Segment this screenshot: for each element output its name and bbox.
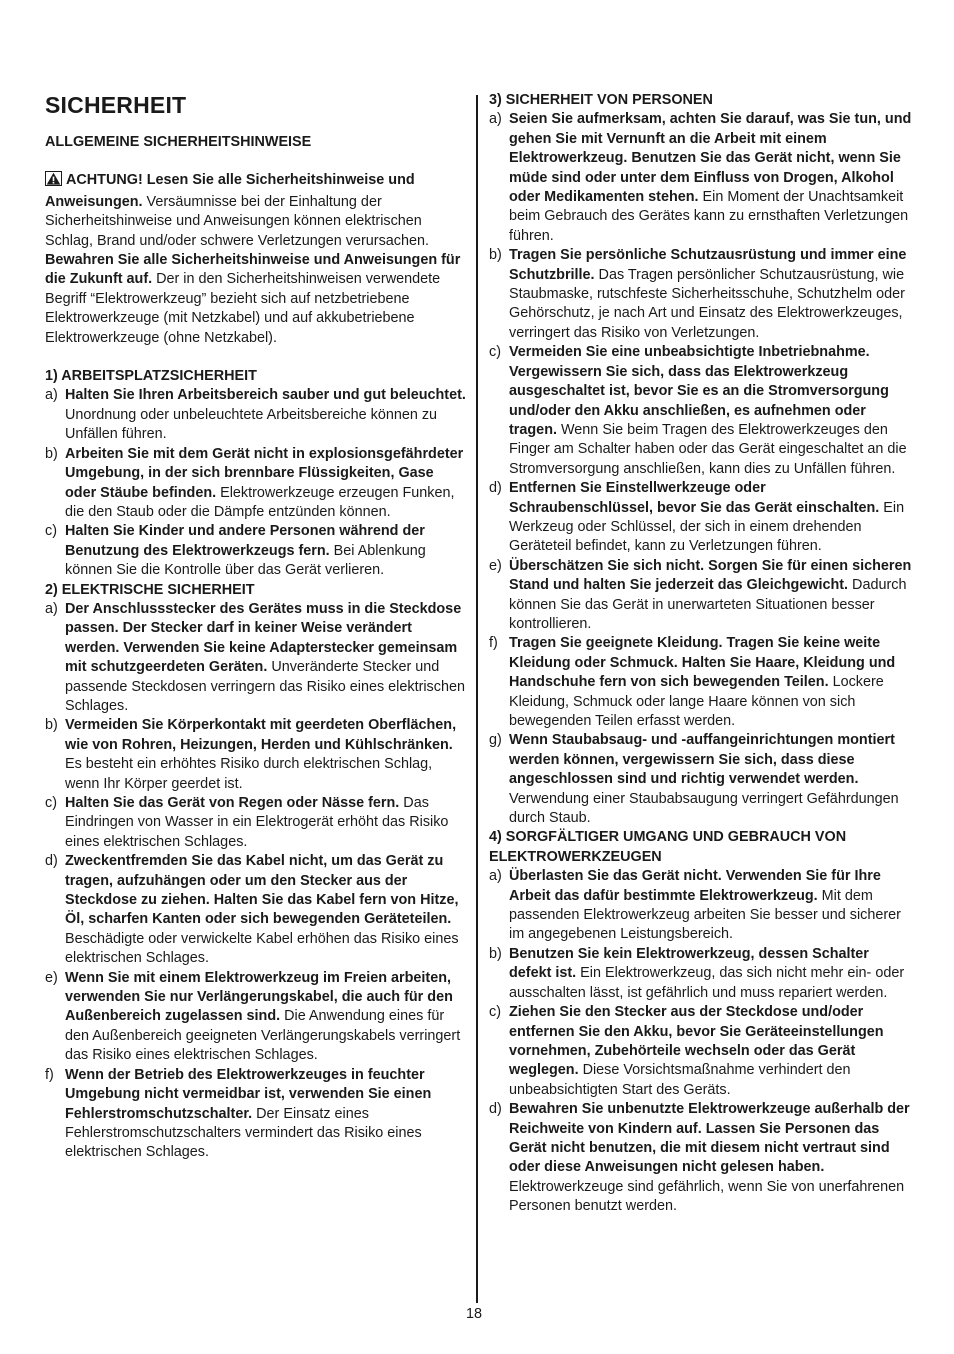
item-bold-text: Zweckentfremden Sie das Kabel nicht, um das Gerät zu tragen, aufzuhängen oder um den Stecker aus der Steckdose zu ziehen. Halten Sie das Kabel fern von Hitze, Öl, scharfen Kanten oder sich bewegenden Geräteteilen. xyxy=(65,853,459,928)
intro-text-1: Versäumnisse bei der Einhaltung der Sicherheitshinweise und Anweisungen können elektrischen Schlag, Brand und/oder schwere Verletzungen verursachen. xyxy=(45,193,429,249)
item-label: c) xyxy=(45,795,57,811)
list-item xyxy=(489,731,913,828)
item-regular-text: Ein Moment der Unachtsamkeit beim Gebrauch des Gerätes kann zu ernsthaften Verletzungen führen. xyxy=(509,189,909,244)
warning-triangle-icon xyxy=(45,171,62,192)
item-bold-text: Wenn Sie mit einem Elektrowerkzeug im Freien arbeiten, verwenden Sie nur Verlängerungskabel, die auch für den Außenbereich zugelassen sind. xyxy=(65,969,453,1025)
item-regular-text: Wenn Sie beim Tragen des Elektrowerkzeuges den Finger am Schalter haben oder das Gerät eingeschaltet an die Stromversorgung anschließen, kann dies zu Unfällen führen. xyxy=(509,421,907,477)
list-item xyxy=(45,522,467,580)
list-item xyxy=(489,246,913,343)
item-text xyxy=(509,867,913,945)
section-heading: 1) ARBEITSPLATZSICHERHEIT xyxy=(45,368,257,385)
item-bold-text: Vermeiden Sie eine unbeabsichtigte Inbetriebnahme. Vergewissern Sie sich, dass das Elektrowerkzeug ausgeschaltet ist, bevor Sie es an die Stromversorgung und/oder den Akku anschließen, es aufnehmen oder tragen. xyxy=(509,344,889,438)
item-regular-text: Mit dem passenden Elektrowerkzeug arbeiten Sie besser und sicherer im angegebenen Leistungsbereich. xyxy=(509,887,901,943)
item-label: a) xyxy=(45,387,58,404)
item-regular-text: Lockere Kleidung, Schmuck oder lange Haare können von sich bewegenden Teilen erfasst werden. xyxy=(509,674,884,729)
intro-paragraph xyxy=(45,171,467,348)
item-text xyxy=(509,343,913,479)
item-bold-text: Tragen Sie geeignete Kleidung. Tragen Sie keine weite Kleidung oder Schmuck. Halten Sie Haare, Kleidung und Handschuhe fern von sich bewegenden Teilen. xyxy=(509,635,896,691)
list-item xyxy=(45,852,467,968)
item-label: f) xyxy=(489,635,498,652)
item-label: b) xyxy=(45,445,58,462)
item-bold-text: Ziehen Sie den Stecker aus der Steckdose und/oder entfernen Sie den Akku, bevor Sie Geräteeinstellungen vornehmen, Zubehörteile wechseln oder das Gerät weglegen. xyxy=(509,1004,884,1079)
item-bold-text: Arbeiten Sie mit dem Gerät nicht in explosionsgefährdeter Umgebung, in der sich brennbare Flüssigkeiten, Gase oder Stäube befinden. xyxy=(65,445,464,501)
item-regular-text: Es besteht ein erhöhtes Risiko durch elektrischen Schlag, wenn Ihr Körper geerdet ist. xyxy=(65,756,433,792)
item-regular-text: Unveränderte Stecker und passende Steckdosen verringern das Risiko eines elektrischen Schlages. xyxy=(65,659,465,714)
item-regular-text: Verwendung einer Staubabsaugung verringert Gefährdungen durch Staub. xyxy=(509,790,899,827)
item-bold-text: Überschätzen Sie sich nicht. Sorgen Sie für einen sicheren Stand und halten Sie jederzeit das Gleichgewicht. xyxy=(509,557,912,594)
item-label: c) xyxy=(45,523,57,540)
list-item xyxy=(489,110,913,246)
list-item xyxy=(45,969,467,1066)
sections-left xyxy=(45,367,467,1163)
item-regular-text: Ein Werkzeug oder Schlüssel, der sich in einem drehenden Geräteteil befindet, kann zu Verletzungen führen. xyxy=(509,499,905,555)
item-text xyxy=(509,479,913,557)
item-bold-text: Vermeiden Sie Körperkontakt mit geerdeten Oberflächen, wie von Rohren, Heizungen, Herden und Kühlschränken. xyxy=(65,717,457,753)
list-item xyxy=(489,1100,913,1216)
item-regular-text: Dadurch können Sie das Gerät in unerwarteten Situationen besser kontrollieren. xyxy=(509,577,907,632)
item-label: a) xyxy=(45,600,58,617)
intro-heading: ALLGEMEINE SICHERHEITSHINWEISE xyxy=(45,134,312,150)
item-text xyxy=(65,716,467,794)
item-bold-text: Entfernen Sie Einstellwerkzeuge oder Schraubenschlüssel, bevor Sie das Gerät einschalten. xyxy=(509,480,880,516)
item-text xyxy=(65,445,467,523)
item-text xyxy=(509,557,913,635)
list-item xyxy=(489,343,913,479)
item-regular-text: Das Eindringen von Wasser in ein Elektrogerät erhöht das Risiko eines elektrischen Schlages. xyxy=(65,795,449,850)
item-label: c) xyxy=(489,1004,501,1021)
section-heading: 4) SORGFÄLTIGER UMGANG UND GEBRAUCH VON ELEKTROWERKZEUGEN xyxy=(489,829,847,865)
item-label: c) xyxy=(489,344,501,361)
item-bold-text: Halten Sie das Gerät von Regen oder Nässe fern. xyxy=(65,795,400,811)
page-number: 18 xyxy=(466,1306,483,1322)
item-label: b) xyxy=(489,247,502,264)
item-bold-text: Wenn Staubabsaug- und -auffangeinrichtungen montiert werden können, vergewissern Sie sich, dass diese angeschlossen sind und richtig verwendet werden. xyxy=(509,732,895,788)
item-text xyxy=(509,731,913,828)
list-item xyxy=(489,479,913,557)
list-item xyxy=(489,634,913,731)
item-bold-text: Halten Sie Ihren Arbeitsbereich sauber und gut beleuchtet. xyxy=(65,387,466,404)
item-text xyxy=(65,852,467,968)
item-regular-text: Ein Elektrowerkzeug, das sich nicht mehr ein- oder ausschalten lässt, ist gefährlich und muss repariert werden. xyxy=(509,965,905,1001)
column-divider xyxy=(476,95,478,1303)
intro-bold-1: ACHTUNG! Lesen Sie alle Sicherheitshinweise und Anweisungen. xyxy=(45,172,415,210)
item-label: b) xyxy=(489,945,502,962)
item-bold-text: Überlasten Sie das Gerät nicht. Verwenden Sie für Ihre Arbeit das dafür bestimmte Elektrowerkzeug. xyxy=(509,868,881,904)
item-label: e) xyxy=(489,557,502,574)
item-text xyxy=(65,600,467,716)
list-item xyxy=(45,1066,467,1163)
item-label: b) xyxy=(45,717,58,734)
item-regular-text: Elektrowerkzeuge erzeugen Funken, die den Staub oder die Dämpfe entzünden können. xyxy=(65,484,455,520)
item-label: d) xyxy=(45,853,58,870)
item-regular-text: Der Einsatz eines Fehlerstromschutzschalters vermindert das Risiko eines elektrischen Schlages. xyxy=(65,1105,422,1161)
list-item xyxy=(489,1003,913,1100)
item-text xyxy=(509,945,913,1003)
item-label: g) xyxy=(489,732,502,749)
list-item xyxy=(489,867,913,945)
item-text xyxy=(65,522,467,580)
section-heading: 2) ELEKTRISCHE SICHERHEIT xyxy=(45,581,255,598)
item-text xyxy=(509,634,913,731)
list-item xyxy=(45,794,467,852)
spacer xyxy=(45,348,467,367)
sections-right xyxy=(489,91,913,1217)
item-bold-text: Tragen Sie persönliche Schutzausrüstung und immer eine Schutzbrille. xyxy=(509,247,907,283)
item-text xyxy=(509,110,913,246)
list-item xyxy=(45,445,467,523)
item-label: a) xyxy=(489,868,502,885)
item-regular-text: Die Anwendung eines für den Außenbereich geeigneten Verlängerungskabels verringert das Risiko eines elektrischen Schlages. xyxy=(65,1008,461,1064)
item-bold-text: Der Anschlussstecker des Gerätes muss in die Steckdose passen. Der Stecker darf in keiner Weise verändert werden. Verwenden Sie keine Adapterstecker gemeinsam mit schutzgeerdeten Geräten. xyxy=(65,600,462,676)
item-regular-text: Beschädigte oder verwickelte Kabel erhöhen das Risiko eines elektrischen Schlages. xyxy=(65,930,459,967)
item-text xyxy=(65,794,467,852)
item-label: e) xyxy=(45,969,58,986)
item-label: d) xyxy=(489,1101,502,1118)
right-column xyxy=(489,91,913,1217)
item-text xyxy=(509,1003,913,1100)
item-text xyxy=(65,1066,467,1163)
item-label: d) xyxy=(489,480,502,497)
intro-text-2: Der in den Sicherheitshinweisen verwendete Begriff “Elektrowerkzeug” bezieht sich auf netzbetriebene Elektrowerkzeuge (mit Netzkabel) und auf akkubetriebene Elektrowerkzeuge (ohne Netzkabel). xyxy=(45,271,441,346)
list-item xyxy=(489,557,913,635)
intro-bold-2: Bewahren Sie alle Sicherheitshinweise und Anweisungen für die Zukunft auf. xyxy=(45,252,461,288)
list-item xyxy=(45,600,467,716)
item-bold-text: Bewahren Sie unbenutzte Elektrowerkzeuge außerhalb der Reichweite von Kindern auf. Lassen Sie Personen das Gerät nicht benutzen, die mit diesem nicht vertraut sind oder diese Anweisungen nicht gelesen haben. xyxy=(509,1101,910,1176)
item-regular-text: Elektrowerkzeuge sind gefährlich, wenn Sie von unerfahrenen Personen benutzt werden. xyxy=(509,1178,905,1215)
item-text xyxy=(65,386,467,444)
item-label: a) xyxy=(489,111,502,128)
page-title: SICHERHEIT xyxy=(45,92,187,118)
item-label: f) xyxy=(45,1066,54,1083)
item-bold-text: Benutzen Sie kein Elektrowerkzeug, dessen Schalter defekt ist. xyxy=(509,945,869,982)
item-regular-text: Das Tragen persönlicher Schutzausrüstung, wie Staubmaske, rutschfeste Sicherheitsschuhe, Schutzhelm oder Gehörschutz, je nach Art und Einsatz des Elektrowerkzeuges, verringert das Risiko von Verletzungen. xyxy=(509,266,905,341)
list-item xyxy=(45,386,467,444)
item-bold-text: Halten Sie Kinder und andere Personen während der Benutzung des Elektrowerkzeugs fern. xyxy=(65,523,425,559)
item-text xyxy=(509,1100,913,1216)
item-text xyxy=(65,969,467,1066)
item-text xyxy=(509,246,913,343)
list-item xyxy=(489,945,913,1003)
item-regular-text: Bei Ablenkung können Sie die Kontrolle über das Gerät verlieren. xyxy=(65,542,426,579)
item-regular-text: Unordnung oder unbeleuchtete Arbeitsbereiche können zu Unfällen führen. xyxy=(65,406,438,443)
item-regular-text: Diese Vorsichtsmaßnahme verhindert den unbeabsichtigten Start des Geräts. xyxy=(509,1062,851,1098)
item-bold-text: Seien Sie aufmerksam, achten Sie darauf, was Sie tun, und gehen Sie mit Vernunft an die Arbeit mit einem Elektrowerkzeug. Benutzen Sie das Gerät nicht, wenn Sie müde sind oder unter dem Einfluss von Drogen, Alkohol oder Medikamenten stehen. xyxy=(509,111,912,206)
item-bold-text: Wenn der Betrieb des Elektrowerkzeuges in feuchter Umgebung nicht vermeidbar ist, verwenden Sie einen Fehlerstromschutzschalter. xyxy=(65,1066,432,1122)
section-heading: 3) SICHERHEIT VON PERSONEN xyxy=(489,92,713,108)
spacer xyxy=(45,152,467,171)
left-column xyxy=(45,90,467,1163)
list-item xyxy=(45,716,467,794)
